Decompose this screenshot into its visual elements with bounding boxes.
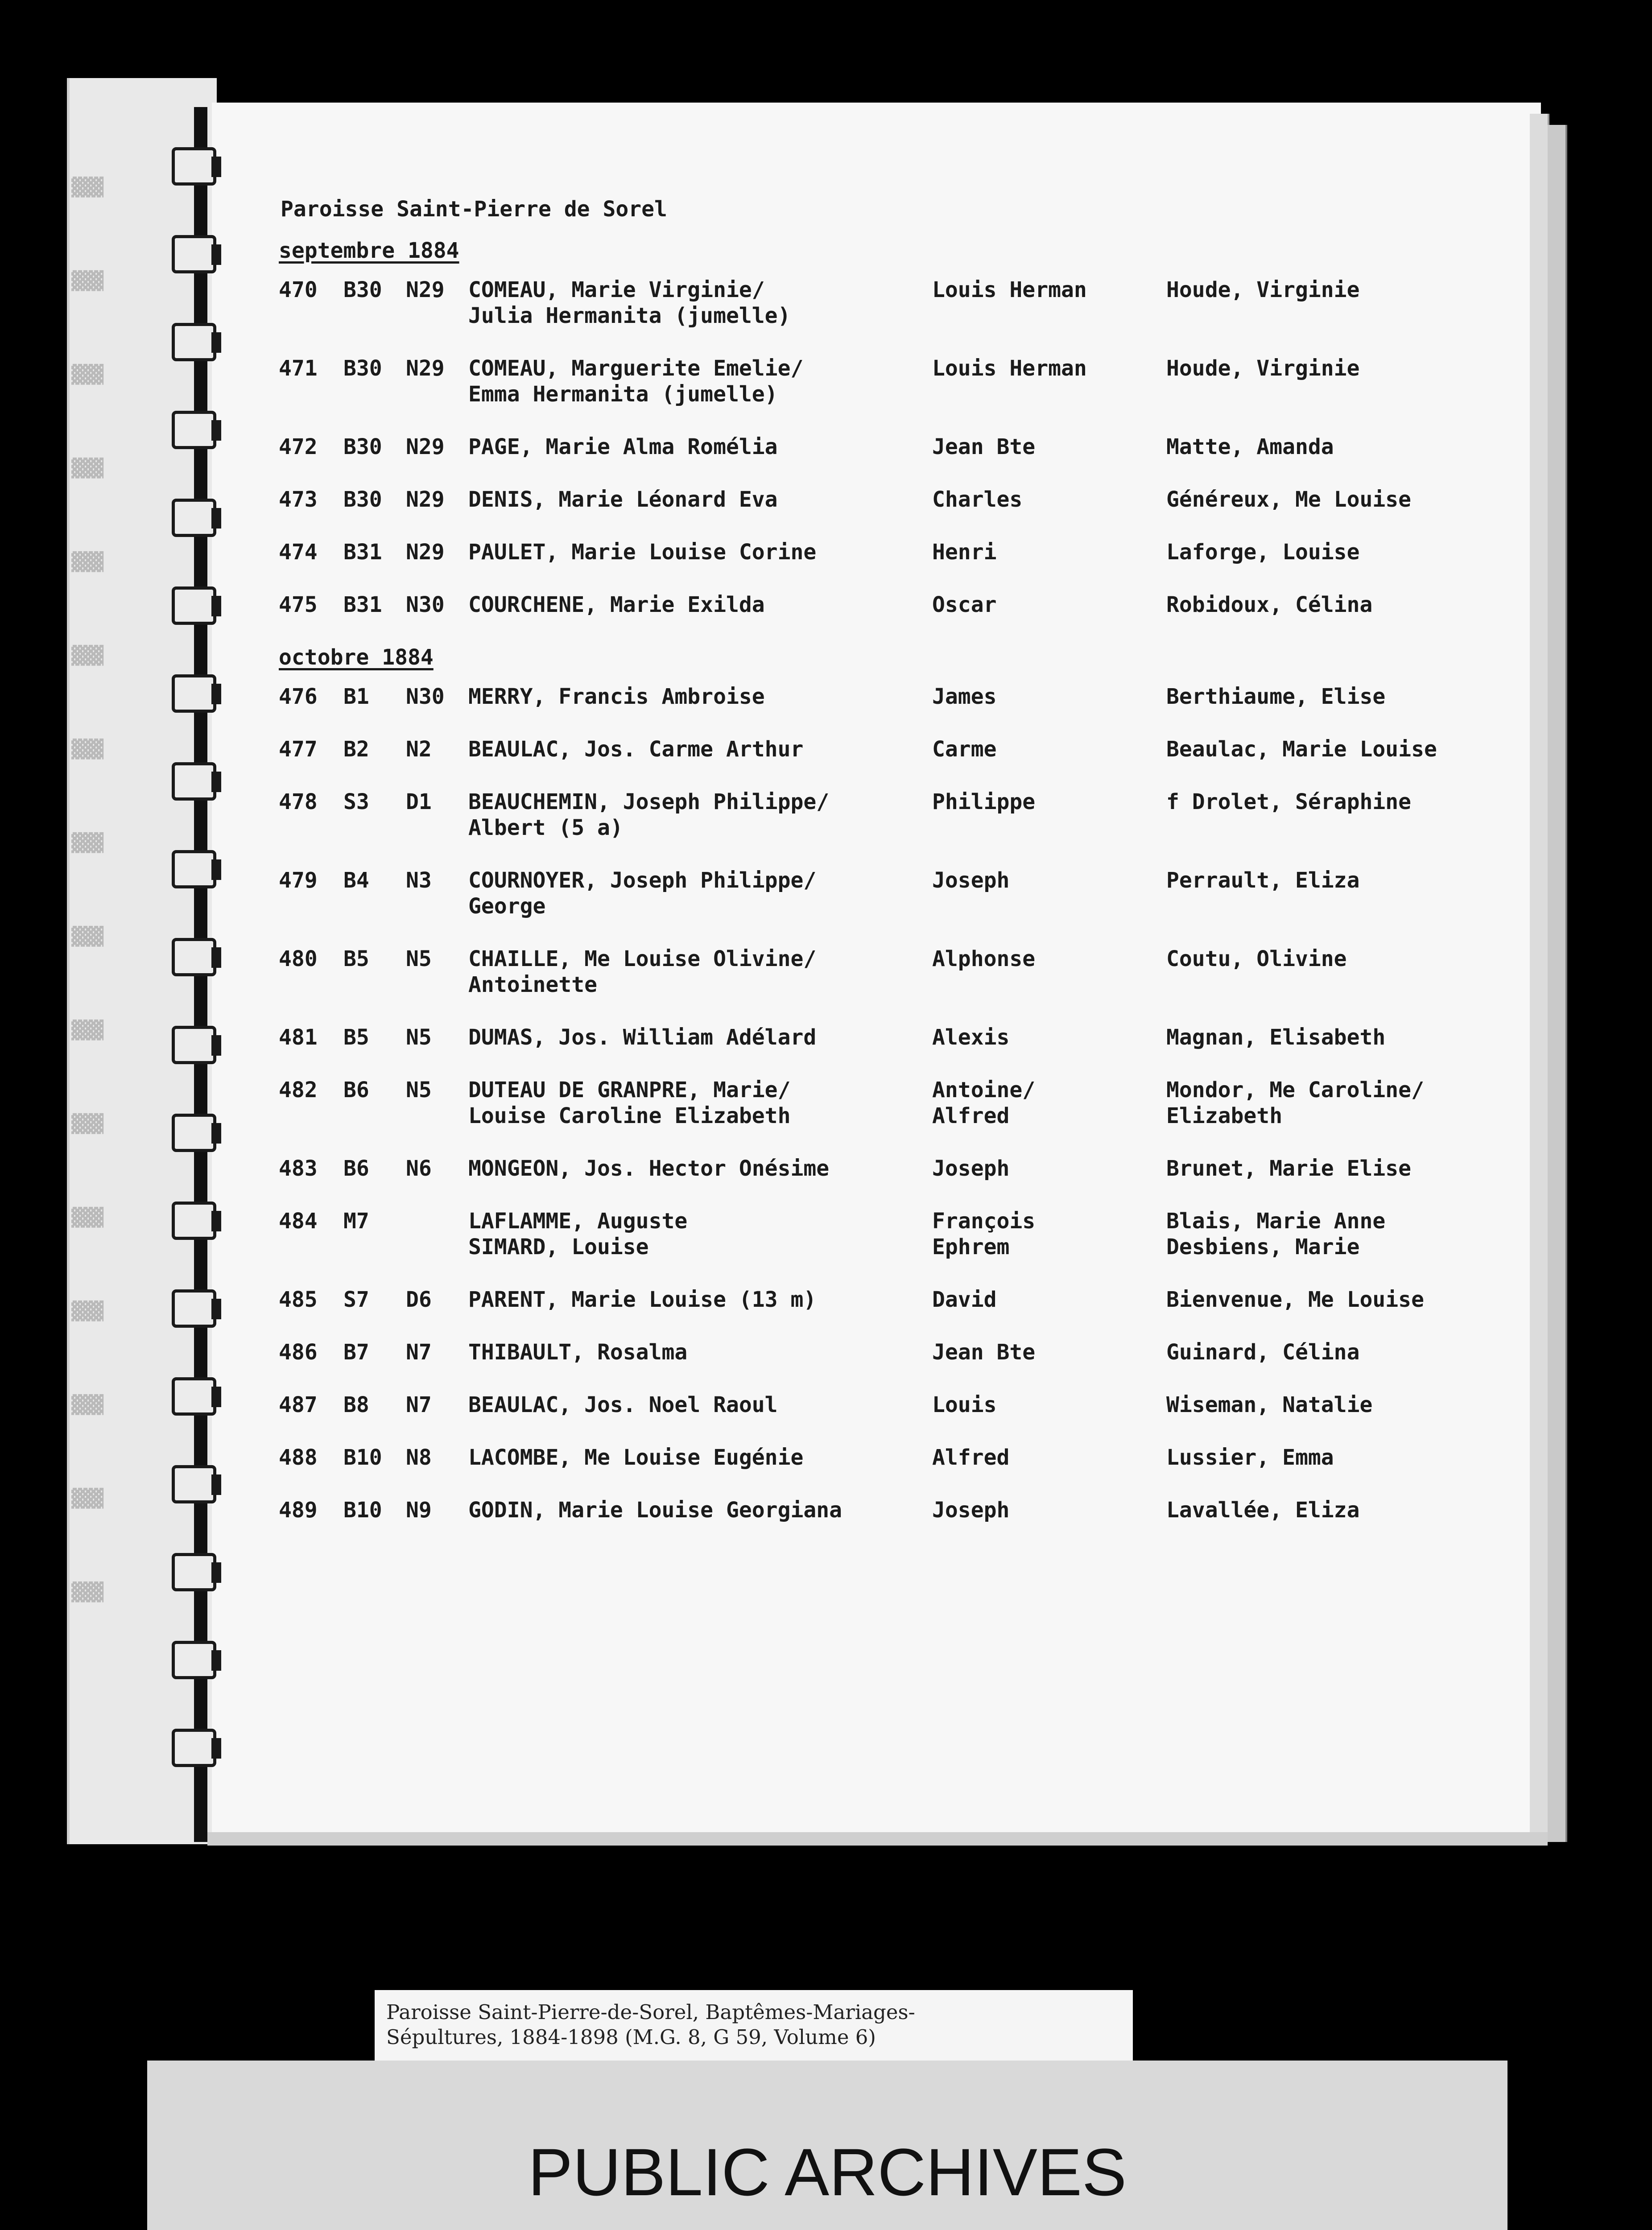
entry-number: 473: [279, 487, 318, 512]
entry-code: M7: [343, 1209, 369, 1234]
entry-name: [468, 1497, 932, 1523]
entry-father: [932, 736, 1166, 762]
entry-father: [932, 539, 1166, 565]
entry-code: B6: [343, 1156, 369, 1181]
register-entry: [279, 539, 1528, 565]
entry-mother-line: Berthiaume, Elise: [1166, 684, 1386, 709]
entry-father-line: Alfred: [932, 1445, 1010, 1470]
entry-name: [468, 946, 932, 998]
binder-ring: [172, 1729, 216, 1767]
entry-name: [468, 1077, 932, 1129]
ghost-mark: ▓▓▓: [71, 1020, 104, 1041]
entry-name-line: Albert (5 a): [468, 815, 623, 840]
entry-father: [932, 684, 1166, 710]
entry-name: [468, 277, 932, 329]
entry-mother: [1166, 592, 1523, 618]
entry-mother-line: Coutu, Olivine: [1166, 946, 1347, 971]
entry-name-line: COMEAU, Marguerite Emelie/: [468, 356, 804, 381]
entry-name-line: PARENT, Marie Louise (13 m): [468, 1287, 817, 1312]
entry-code-secondary: N5: [406, 1025, 432, 1050]
ghost-mark: ▓▓▓: [71, 1488, 104, 1509]
entry-code-secondary: N9: [406, 1498, 432, 1523]
entry-name-line: DUMAS, Jos. William Adélard: [468, 1025, 817, 1050]
entry-mother: [1166, 1287, 1523, 1313]
entry-name-line: COURNOYER, Joseph Philippe/: [468, 868, 817, 893]
entry-name: [468, 736, 932, 762]
register-entry: [279, 487, 1528, 512]
register-sections: [279, 238, 1528, 1523]
entry-number: 485: [279, 1287, 318, 1312]
entry-code: B5: [343, 1025, 369, 1050]
entry-name: [468, 1024, 932, 1050]
entry-code: B8: [343, 1392, 369, 1417]
ghost-mark: ▓▓▓: [71, 1207, 104, 1228]
entry-code-secondary: N7: [406, 1392, 432, 1417]
register-entry: [279, 1339, 1528, 1365]
entry-mother: [1166, 539, 1523, 565]
entry-name-line: PAGE, Marie Alma Romélia: [468, 434, 778, 459]
entry-code-secondary: N5: [406, 1078, 432, 1103]
entry-code-secondary: N29: [406, 356, 445, 381]
binder-ring: [172, 1465, 216, 1503]
entry-name-line: MERRY, Francis Ambroise: [468, 684, 765, 709]
entry-name: [468, 539, 932, 565]
entry-name-line: PAULET, Marie Louise Corine: [468, 540, 817, 565]
entry-number: 481: [279, 1025, 318, 1050]
entry-father: [932, 277, 1166, 303]
entry-name: [468, 1445, 932, 1470]
entry-mother-line: Lussier, Emma: [1166, 1445, 1334, 1470]
entry-code-secondary: N29: [406, 540, 445, 565]
entry-code-secondary: N3: [406, 868, 432, 893]
parish-header: Paroisse Saint-Pierre de Sorel: [281, 197, 667, 222]
microfilm-caption-card: [375, 1990, 1133, 2061]
binder-ring: [172, 1377, 216, 1416]
binder-ring: [172, 1289, 216, 1328]
binder-ring: [172, 762, 216, 801]
entry-father: [932, 1392, 1166, 1418]
entry-mother-line: Blais, Marie Anne: [1166, 1209, 1386, 1234]
entry-code-secondary: N6: [406, 1156, 432, 1181]
entry-name-line: Julia Hermanita (jumelle): [468, 303, 791, 328]
entry-mother: [1166, 867, 1523, 893]
entry-father-line: Alexis: [932, 1025, 1010, 1050]
entry-father: [932, 1208, 1166, 1260]
entry-name: [468, 789, 932, 841]
entry-name: [468, 1339, 932, 1365]
entry-mother-line: Robidoux, Célina: [1166, 592, 1373, 617]
entry-mother-line: Guinard, Célina: [1166, 1340, 1360, 1365]
entry-code-secondary: N30: [406, 684, 445, 709]
entry-number: 484: [279, 1209, 318, 1234]
entry-mother-line: Wiseman, Natalie: [1166, 1392, 1373, 1417]
entry-number: 475: [279, 592, 318, 617]
entry-code-secondary: N29: [406, 277, 445, 302]
binder-ring: [172, 938, 216, 976]
entry-father-line: Alfred: [932, 1103, 1010, 1128]
entry-father-line: Oscar: [932, 592, 997, 617]
entry-father-line: Carme: [932, 737, 997, 762]
register-entry: [279, 736, 1528, 762]
entry-father-line: Jean Bte: [932, 1340, 1036, 1365]
entry-code: B4: [343, 868, 369, 893]
entry-mother: [1166, 946, 1523, 972]
ghost-mark: ▓▓▓: [71, 739, 104, 760]
entry-father-line: Jean Bte: [932, 434, 1036, 459]
entry-father-line: Ephrem: [932, 1235, 1010, 1260]
entry-mother-line: Généreux, Me Louise: [1166, 487, 1412, 512]
register-entry: [279, 1077, 1528, 1129]
entry-father: [932, 487, 1166, 512]
binder-ring: [172, 147, 216, 186]
binder-ring: [172, 235, 216, 273]
entry-father: [932, 1497, 1166, 1523]
entry-mother-line: Matte, Amanda: [1166, 434, 1334, 459]
entry-code-secondary: N2: [406, 737, 432, 762]
banner-public-archives: PUBLIC ARCHIVES: [528, 2135, 1127, 2209]
entry-mother: [1166, 1077, 1523, 1129]
entry-mother: [1166, 355, 1523, 381]
entry-code: B31: [343, 592, 382, 617]
entry-code-secondary: D6: [406, 1287, 432, 1312]
entry-number: 477: [279, 737, 318, 762]
entry-name-line: LAFLAMME, Auguste: [468, 1209, 688, 1234]
register-entry: [279, 1287, 1528, 1313]
ghost-mark: ▓▓▓: [71, 458, 104, 479]
binder-ring: [172, 1641, 216, 1679]
entry-mother: [1166, 1445, 1523, 1470]
entry-code: B30: [343, 356, 382, 381]
ghost-mark: ▓▓▓: [71, 1114, 104, 1134]
entry-number: 478: [279, 789, 318, 814]
entry-name-line: COURCHENE, Marie Exilda: [468, 592, 765, 617]
entry-father-line: Alphonse: [932, 946, 1036, 971]
entry-name: [468, 487, 932, 512]
entry-father: [932, 1156, 1166, 1181]
entry-father: [932, 1024, 1166, 1050]
entry-name-line: COMEAU, Marie Virginie/: [468, 277, 765, 302]
binder-ring: [172, 586, 216, 625]
ghost-mark: ▓▓▓: [71, 552, 104, 572]
binder-ring: [172, 323, 216, 361]
register-entry: [279, 1208, 1528, 1260]
entry-mother-line: Elizabeth: [1166, 1103, 1283, 1128]
entry-name-line: MONGEON, Jos. Hector Onésime: [468, 1156, 830, 1181]
entry-father: [932, 434, 1166, 460]
entry-name: [468, 1287, 932, 1313]
register-entry: [279, 1445, 1528, 1470]
entry-name: [468, 684, 932, 710]
entry-father-line: Joseph: [932, 1156, 1010, 1181]
entry-code: B1: [343, 684, 369, 709]
entry-mother: [1166, 434, 1523, 460]
register-entry: [279, 355, 1528, 407]
register-entry: [279, 1392, 1528, 1418]
entry-mother-line: Beaulac, Marie Louise: [1166, 737, 1437, 762]
entry-mother-line: f Drolet, Séraphine: [1166, 789, 1412, 814]
register-entry: [279, 592, 1528, 618]
entry-code-secondary: N7: [406, 1340, 432, 1365]
register-entry: [279, 789, 1528, 841]
entry-code: B10: [343, 1498, 382, 1523]
entry-mother-line: Laforge, Louise: [1166, 540, 1360, 565]
ghost-mark: ▓▓▓: [71, 645, 104, 666]
entry-name-line: Louise Caroline Elizabeth: [468, 1103, 791, 1128]
binder-ring: [172, 1114, 216, 1152]
entry-mother: [1166, 1024, 1523, 1050]
register-entry: [279, 277, 1528, 329]
entry-mother: [1166, 736, 1523, 762]
entry-number: 482: [279, 1078, 318, 1103]
entry-father: [932, 1287, 1166, 1313]
entry-father-line: Henri: [932, 540, 997, 565]
entry-number: 483: [279, 1156, 318, 1181]
entry-code-secondary: D1: [406, 789, 432, 814]
entry-code: B6: [343, 1078, 369, 1103]
entry-father: [932, 355, 1166, 381]
entry-number: 474: [279, 540, 318, 565]
entry-mother-line: Lavallée, Eliza: [1166, 1498, 1360, 1523]
entry-father-line: François: [932, 1209, 1036, 1234]
entry-mother: [1166, 789, 1523, 815]
entry-name-line: Antoinette: [468, 972, 597, 997]
entry-father: [932, 867, 1166, 893]
entry-code: B7: [343, 1340, 369, 1365]
entry-father: [932, 946, 1166, 972]
entry-father-line: Joseph: [932, 868, 1010, 893]
entry-number: 486: [279, 1340, 318, 1365]
entry-code-secondary: N29: [406, 487, 445, 512]
binder-ring: [172, 674, 216, 713]
entry-code: B30: [343, 277, 382, 302]
entry-name-line: BEAULAC, Jos. Noel Raoul: [468, 1392, 778, 1417]
entry-name-line: George: [468, 894, 546, 919]
entry-mother: [1166, 277, 1523, 303]
entry-number: 470: [279, 277, 318, 302]
entry-name-line: Emma Hermanita (jumelle): [468, 382, 778, 407]
caption-line-1: Paroisse Saint-Pierre-de-Sorel, Baptêmes-Mariages-: [386, 2000, 915, 2024]
page-stack-edge: [1530, 114, 1549, 1840]
ghost-mark: ▓▓▓: [71, 1301, 104, 1321]
register-content: [279, 196, 1528, 1550]
entry-code: B2: [343, 737, 369, 762]
entry-number: 472: [279, 434, 318, 459]
entry-code-secondary: N29: [406, 434, 445, 459]
ghost-mark: ▓▓▓: [71, 1582, 104, 1602]
entry-mother-line: Magnan, Elisabeth: [1166, 1025, 1386, 1050]
entry-father: [932, 1077, 1166, 1129]
binder-ring: [172, 1553, 216, 1591]
entry-father-line: Louis: [932, 1392, 997, 1417]
binder-ring: [172, 499, 216, 537]
binder-ring: [172, 411, 216, 449]
entry-code-secondary: N30: [406, 592, 445, 617]
ghost-mark: ▓▓▓: [71, 177, 104, 198]
entry-name: [468, 867, 932, 919]
entry-father-line: James: [932, 684, 997, 709]
binder-ring: [172, 1026, 216, 1064]
ghost-mark: ▓▓▓: [71, 1395, 104, 1415]
entry-code-secondary: N8: [406, 1445, 432, 1470]
entry-father-line: David: [932, 1287, 997, 1312]
entry-code: B30: [343, 434, 382, 459]
entry-mother: [1166, 487, 1523, 512]
ghost-mark: ▓▓▓: [71, 833, 104, 853]
ghost-mark: ▓▓▓: [71, 364, 104, 385]
entry-father-line: Louis Herman: [932, 277, 1087, 302]
entry-name-line: BEAUCHEMIN, Joseph Philippe/: [468, 789, 830, 814]
register-entry: [279, 1156, 1528, 1181]
entry-code: B5: [343, 946, 369, 971]
page-bottom-edge: [207, 1832, 1548, 1846]
entry-mother: [1166, 1392, 1523, 1418]
entry-mother-line: Houde, Virginie: [1166, 356, 1360, 381]
binder-ring: [172, 850, 216, 888]
entry-code: S3: [343, 789, 369, 814]
entry-number: 476: [279, 684, 318, 709]
entry-name: [468, 355, 932, 407]
entry-code: B30: [343, 487, 382, 512]
entry-number: 480: [279, 946, 318, 971]
entry-father-line: Antoine/: [932, 1078, 1036, 1103]
entry-father-line: Philippe: [932, 789, 1036, 814]
entry-mother-line: Brunet, Marie Elise: [1166, 1156, 1412, 1181]
entry-number: 489: [279, 1498, 318, 1523]
ghost-mark: ▓▓▓: [71, 926, 104, 947]
register-entry: [279, 684, 1528, 710]
entry-code-secondary: N5: [406, 946, 432, 971]
entry-code: B10: [343, 1445, 382, 1470]
entry-name: [468, 1208, 932, 1260]
entry-mother: [1166, 1497, 1523, 1523]
entry-code: B31: [343, 540, 382, 565]
entry-number: 487: [279, 1392, 318, 1417]
entry-father: [932, 789, 1166, 815]
ghost-mark: ▓▓▓: [71, 271, 104, 291]
public-archives-banner: [147, 2061, 1507, 2230]
entry-mother-line: Desbiens, Marie: [1166, 1235, 1360, 1260]
caption-line-2: Sépultures, 1884-1898 (M.G. 8, G 59, Volume 6): [386, 2025, 876, 2049]
binder-ring: [172, 1202, 216, 1240]
entry-name-line: THIBAULT, Rosalma: [468, 1340, 688, 1365]
register-entry: [279, 1497, 1528, 1523]
entry-name: [468, 1156, 932, 1181]
register-entry: [279, 867, 1528, 919]
page-stack-edge-back: [1548, 125, 1567, 1842]
entry-name-line: GODIN, Marie Louise Georgiana: [468, 1498, 843, 1523]
entry-name-line: DUTEAU DE GRANPRE, Marie/: [468, 1078, 791, 1103]
entry-mother-line: Perrault, Eliza: [1166, 868, 1360, 893]
entry-name: [468, 1392, 932, 1418]
entry-number: 471: [279, 356, 318, 381]
entry-name-line: DENIS, Marie Léonard Eva: [468, 487, 778, 512]
entry-name-line: CHAILLE, Me Louise Olivine/: [468, 946, 817, 971]
entry-code: S7: [343, 1287, 369, 1312]
entry-father-line: Charles: [932, 487, 1023, 512]
entry-father-line: Louis Herman: [932, 356, 1087, 381]
entry-father-line: Joseph: [932, 1498, 1010, 1523]
entry-father: [932, 1445, 1166, 1470]
entry-mother: [1166, 1339, 1523, 1365]
register-entry: [279, 946, 1528, 998]
entry-name-line: SIMARD, Louise: [468, 1235, 649, 1260]
entry-name: [468, 434, 932, 460]
entry-father: [932, 592, 1166, 618]
entry-number: 488: [279, 1445, 318, 1470]
entry-mother: [1166, 1208, 1523, 1260]
month-heading: octobre 1884: [279, 645, 434, 670]
entry-mother-line: Mondor, Me Caroline/: [1166, 1078, 1424, 1103]
entry-father: [932, 1339, 1166, 1365]
entry-mother-line: Bienvenue, Me Louise: [1166, 1287, 1424, 1312]
entry-name-line: BEAULAC, Jos. Carme Arthur: [468, 737, 804, 762]
entry-name: [468, 592, 932, 618]
entry-number: 479: [279, 868, 318, 893]
entry-mother: [1166, 1156, 1523, 1181]
entry-mother-line: Houde, Virginie: [1166, 277, 1360, 302]
register-entry: [279, 434, 1528, 460]
month-heading: septembre 1884: [279, 238, 459, 263]
entry-name-line: LACOMBE, Me Louise Eugénie: [468, 1445, 804, 1470]
register-entry: [279, 1024, 1528, 1050]
entry-mother: [1166, 684, 1523, 710]
